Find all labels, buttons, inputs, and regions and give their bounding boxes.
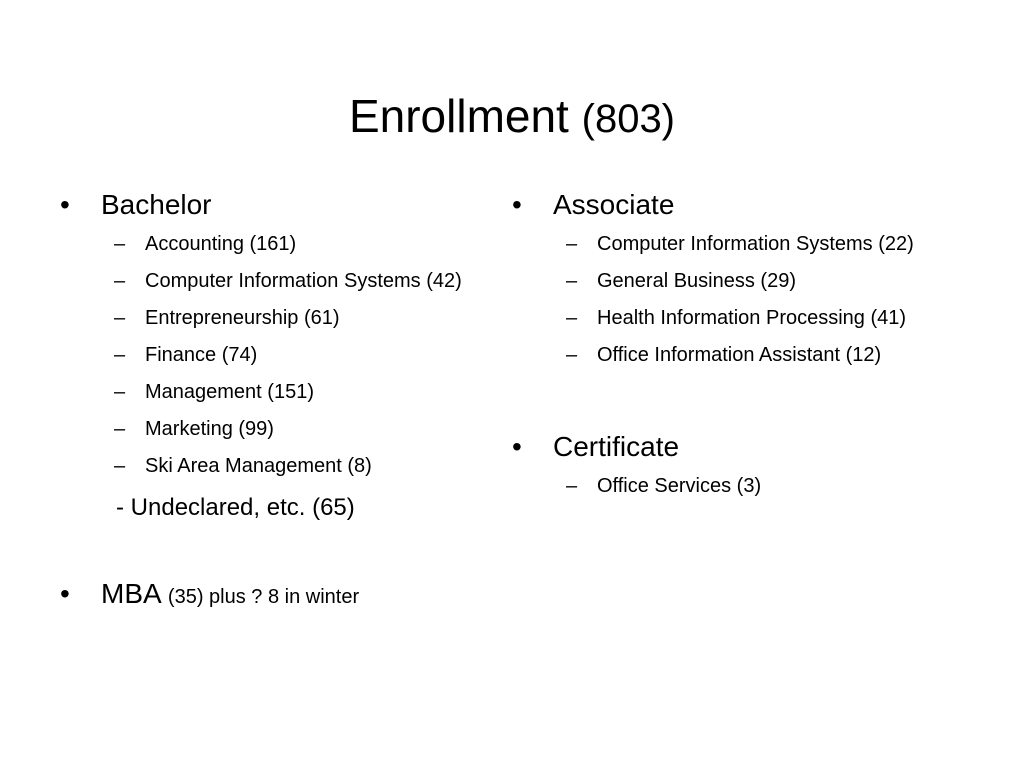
- bachelor-heading: • Bachelor: [60, 186, 520, 224]
- list-item: – Management (151): [60, 374, 520, 411]
- list-item: – Office Services (3): [512, 468, 992, 505]
- bachelor-list: [60, 226, 520, 485]
- title-count: (803): [581, 97, 676, 141]
- left-column: [60, 186, 520, 616]
- list-item: – Entrepreneurship (61): [60, 300, 520, 337]
- list-item: – Accounting (161): [60, 226, 520, 263]
- right-column: [512, 186, 992, 505]
- associate-list: [512, 226, 992, 374]
- list-item: – Health Information Processing (41): [512, 300, 992, 337]
- title-text: Enrollment: [348, 90, 569, 142]
- spacer: [60, 525, 520, 575]
- list-item: – Office Information Assistant (12): [512, 337, 992, 374]
- list-item: – Finance (74): [60, 337, 520, 374]
- list-item: – Computer Information Systems (22): [512, 226, 992, 263]
- list-item: – General Business (29): [512, 263, 992, 300]
- associate-heading: • Associate: [512, 186, 992, 224]
- certificate-heading: • Certificate: [512, 428, 992, 466]
- list-item: – Marketing (99): [60, 411, 520, 448]
- page-title: [0, 86, 1024, 149]
- mba-heading: [60, 575, 520, 616]
- list-item: – Computer Information Systems (42): [60, 263, 520, 300]
- undeclared-line: - Undeclared, etc. (65): [116, 494, 355, 521]
- list-item: – Ski Area Management (8): [60, 448, 520, 485]
- mba-label: MBA: [101, 578, 161, 609]
- mba-detail: (35) plus ? 8 in winter: [167, 586, 360, 608]
- certificate-list: [512, 468, 992, 505]
- spacer: [512, 374, 992, 428]
